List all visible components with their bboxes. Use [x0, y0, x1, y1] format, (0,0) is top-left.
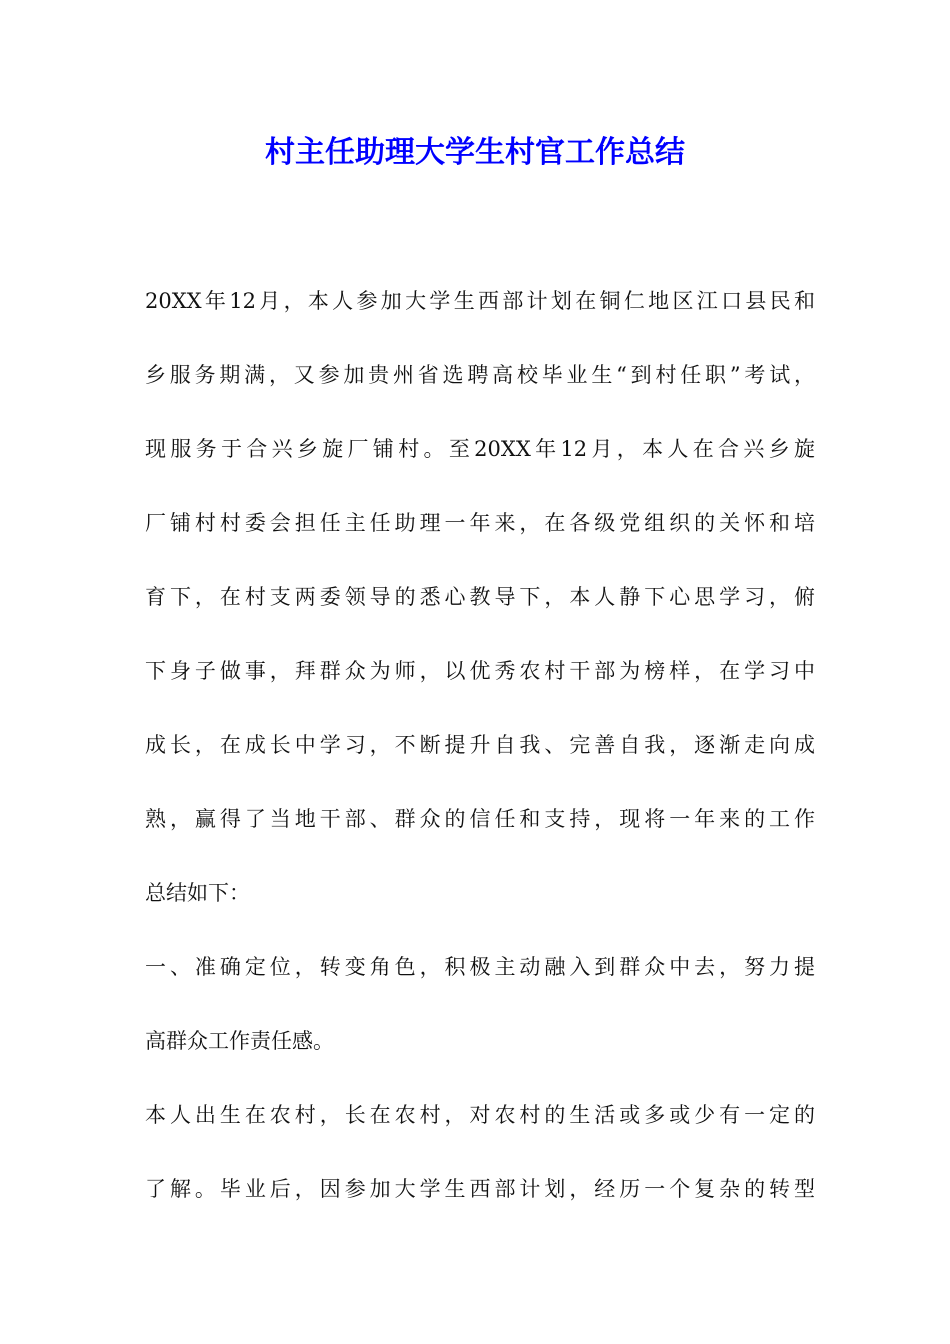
- section-heading-line: 高群众工作责任感。: [145, 1029, 334, 1053]
- body-text: [145, 264, 815, 1226]
- section-heading-line: 一、准确定位，转变角色，积极主动融入到群众中去，努力提: [145, 955, 815, 979]
- text-line: 20XX年12月，本人参加大学生西部计划在铜仁地区江口县民和: [145, 289, 815, 313]
- text-line: 乡服务期满，又参加贵州省选聘高校毕业生“到村任职”考试，: [145, 363, 815, 387]
- text-line: 厂铺村村委会担任主任助理一年来，在各级党组织的关怀和培: [145, 511, 815, 535]
- text-line: 育下，在村支两委领导的悉心教导下，本人静下心思学习，俯: [145, 585, 815, 609]
- text-line: 成长，在成长中学习，不断提升自我、完善自我，逐渐走向成: [145, 733, 815, 757]
- text-line: 本人出生在农村，长在农村，对农村的生活或多或少有一定的: [145, 1103, 815, 1127]
- text-line: 总结如下：: [145, 881, 250, 905]
- text-line: 了解。毕业后，因参加大学生西部计划，经历一个复杂的转型: [145, 1177, 815, 1201]
- page-title: 村主任助理大学生村官工作总结: [265, 135, 685, 170]
- text-line: 下身子做事，拜群众为师，以优秀农村干部为榜样，在学习中: [145, 659, 815, 683]
- text-line: 现服务于合兴乡旋厂铺村。至20XX年12月，本人在合兴乡旋: [145, 437, 815, 461]
- text-line: 熟，赢得了当地干部、群众的信任和支持，现将一年来的工作: [145, 807, 815, 831]
